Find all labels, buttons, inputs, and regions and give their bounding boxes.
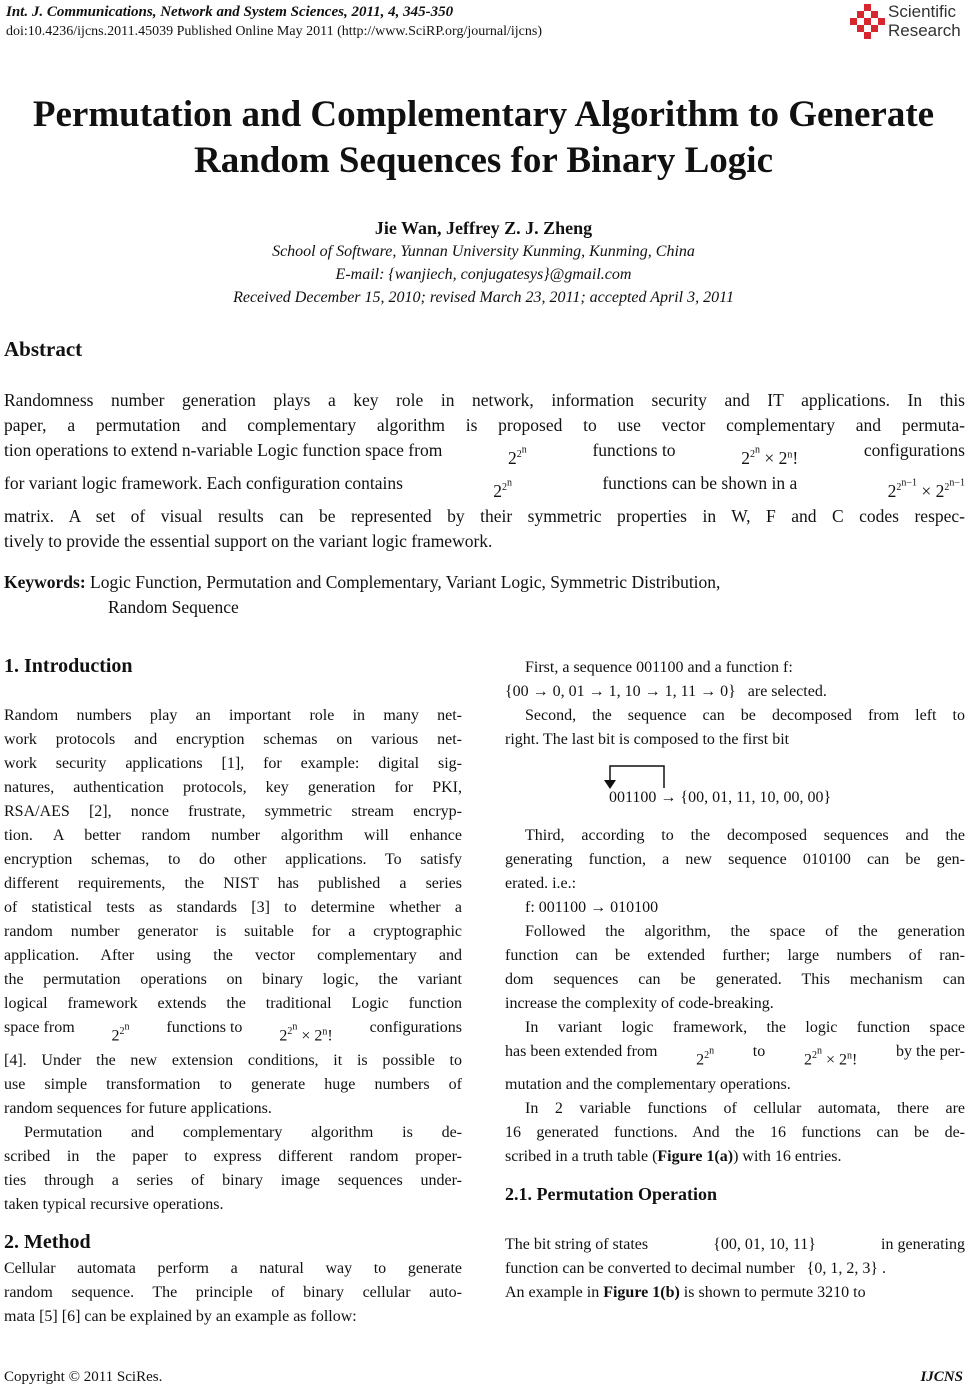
formula-2-2n: $2^{2^n}$: [508, 445, 527, 469]
text-line: encryption schemas, to do other applications. To satisfy: [4, 851, 462, 868]
permutation-heading: 2.1. Permutation Operation: [505, 1184, 717, 1204]
text-line: logical framework extends the traditional Logic function: [4, 995, 462, 1012]
text-line: work security applications [1], for example: digital sig-: [4, 755, 462, 772]
text-line: mata [5] [6] can be explained by an example as follow:: [4, 1308, 357, 1325]
text-line: [4]. Under the new extension conditions, it is possible to: [4, 1051, 462, 1069]
received-dates: Received December 15, 2010; revised March 23, 2011; accepted April 3, 2011: [233, 289, 734, 306]
text-line: RSA/AES [2], nonce frustrate, symmetric stream encryp-: [4, 803, 462, 820]
right-column: First, a sequence 001100 and a function f: {00 → 0, 01 → 1, 10 → 1, 11 → 0} are selected. Second, the sequence can be decomposed from left to right. The last bit is composed to the first bit: [505, 659, 965, 748]
text-line: application. After using the vector complementary and: [4, 947, 462, 964]
text-line: work protocols and encryption schemas on various net-: [4, 731, 462, 748]
formula-2-2n-times-2n-fact: $2^{2^n} \times 2^n$!: [741, 445, 799, 469]
function-set: {00 → 0, 01 → 1, 10 → 1, 11 → 0}: [505, 683, 736, 700]
text-line: Random numbers play an important role in many net-: [4, 707, 462, 724]
text-line: different requirements, the NIST has published a series: [4, 875, 462, 892]
footer-journal: IJCNS: [920, 1369, 963, 1385]
right-para-7: The bit string of states {00, 01, 10, 11} in generating function can be converted to decimal number {0, 1, 2, 3} . An example in Figure 1(b) is shown to permute 3210 to: [505, 1236, 965, 1301]
text-line: random sequences for future applications.: [4, 1099, 272, 1117]
text-line: random number generator is suitable for a cryptographic: [4, 923, 462, 940]
logo-text: Scientific Research: [888, 2, 961, 40]
text-line: scribed in the paper to express different random proper-: [4, 1147, 462, 1165]
text-line: of statistical tests as standards [3] to determine whether a: [4, 899, 462, 916]
copyright: Copyright © 2011 SciRes.: [4, 1369, 163, 1385]
formula-matrix-size: $2^{2^{n-1}} \times 2^{2^{n-1}}$: [887, 478, 965, 502]
text-line: use simple transformation to generate huge numbers of: [4, 1075, 462, 1093]
text-line: ties through a series of binary image sequences under-: [4, 1171, 462, 1189]
keywords: Keywords: Logic Function, Permutation and Complementary, Variant Logic, Symmetric Distribution, Random Sequence: [4, 572, 721, 617]
intro-heading: 1. Introduction: [4, 655, 133, 677]
text-line: Permutation and complementary algorithm is de-: [24, 1123, 462, 1141]
abstract-heading: Abstract: [4, 337, 83, 361]
text-line: taken typical recursive operations.: [4, 1195, 224, 1213]
text-line: natures, authentication protocols, key generation for PKI,: [4, 779, 462, 796]
affiliation: School of Software, Yunnan University Kunming, Kunming, China: [272, 243, 695, 260]
formula-2-2n-b: $2^{2^n}$: [493, 478, 513, 502]
journal-citation: Int. J. Communications, Network and System Sciences, 2011, 4, 345-350: [6, 4, 454, 20]
right-para-3: Third, according to the decomposed sequences and the generating function, a new sequence 010100 can be gen- erated. i.e.:: [505, 827, 965, 892]
abstract-body: Randomness number generation plays a key role in network, information security and IT applications. In this paper, a permutation and complementary algorithm is proposed to use vector complementary and permuta- tion operations to extend n-variable Logic function space from $2^{2^n}$ functions to $2^{2^n} \times 2^n$! configurations for variant logic framework. Each configuration contains $2^{2^n}$ functions can be shown in a $2^{2^{n-1}} \times 2^{2^{n-1}}$ matrix. A set of visual results can be represented by their symmetric properties in W, F and C codes respec- tively to provide the essential support on the variant logic framework.: [4, 390, 965, 552]
authors: Jie Wan, Jeffrey Z. J. Zheng: [374, 218, 593, 238]
decomposition: 001100 → {00, 01, 11, 10, 00, 00}: [609, 789, 832, 806]
paper-title: Permutation and Complementary Algorithm to Generate Random Sequences for Binary Logic: [32, 94, 935, 181]
intro-body: Random numbers play an important role in many net- work protocols and encryption schemas on various net- work security applications [1], for example: digital sig- natures, authentication protocols, key generation for PKI, RSA/AES [2], nonce frustrate, symmetric stream encryp- tion. A better random number algorithm will enhance encryption schemas, to do other applications. To satisfy different requirements, the NIST has published a series of statistical tests as standards [3] to determine whether a random number generator is suitable for a cryptographic application. After using the vector complementary and the permutation operations on binary logic, the variant logical framework extends the traditional Logic function space from $2^{2^n}$ functions to $2^{2^n} \times 2^n$! configurations [4]. Under the new extension conditions, it is possible to use simple transformation to generate huge numbers of random sequences for future applications. Permutation and complementary algorithm is de- scribed in the paper to express different random proper- ties through a series of binary image sequences under- taken typical recursive operations.: [4, 704, 462, 1217]
logo-grid-icon: [850, 4, 886, 40]
text-line: the permutation operations on binary logic, the variant: [4, 971, 462, 988]
text-line: Cellular automata perform a natural way to generate: [4, 1260, 462, 1277]
scirp-logo: [850, 2, 965, 42]
right-para-4: Followed the algorithm, the space of the generation function can be extended further; large numbers of ran- dom sequences can be generated. This mechanism can increase the complexity of code-breaking. In variant logic framework, the logic function space has been extended from $2^{2^n}$ to $2^{2^n} \times 2^n$! by the per- mutation and the complementary operations. In 2 variable functions of cellular automata, there are 16 generated functions. And the 16 functions can be de- scribed in a truth table (Figure 1(a)) with 16 entries.: [505, 923, 965, 1165]
doi-line: doi:10.4236/ijcns.2011.45039 Published Online May 2011 (http://www.SciRP.org/journal/ijcns): [6, 24, 543, 39]
method-heading: 2. Method: [4, 1231, 91, 1253]
f-mapping: f: 001100 → 010100: [525, 899, 659, 916]
text-line: tion. A better random number algorithm will enhance: [4, 827, 462, 844]
method-body: [4, 1257, 462, 1329]
email: E-mail: {wanjiech, conjugatesys}@gmail.com: [335, 266, 632, 283]
text-line: random sequence. The principle of binary cellular auto-: [4, 1284, 462, 1301]
